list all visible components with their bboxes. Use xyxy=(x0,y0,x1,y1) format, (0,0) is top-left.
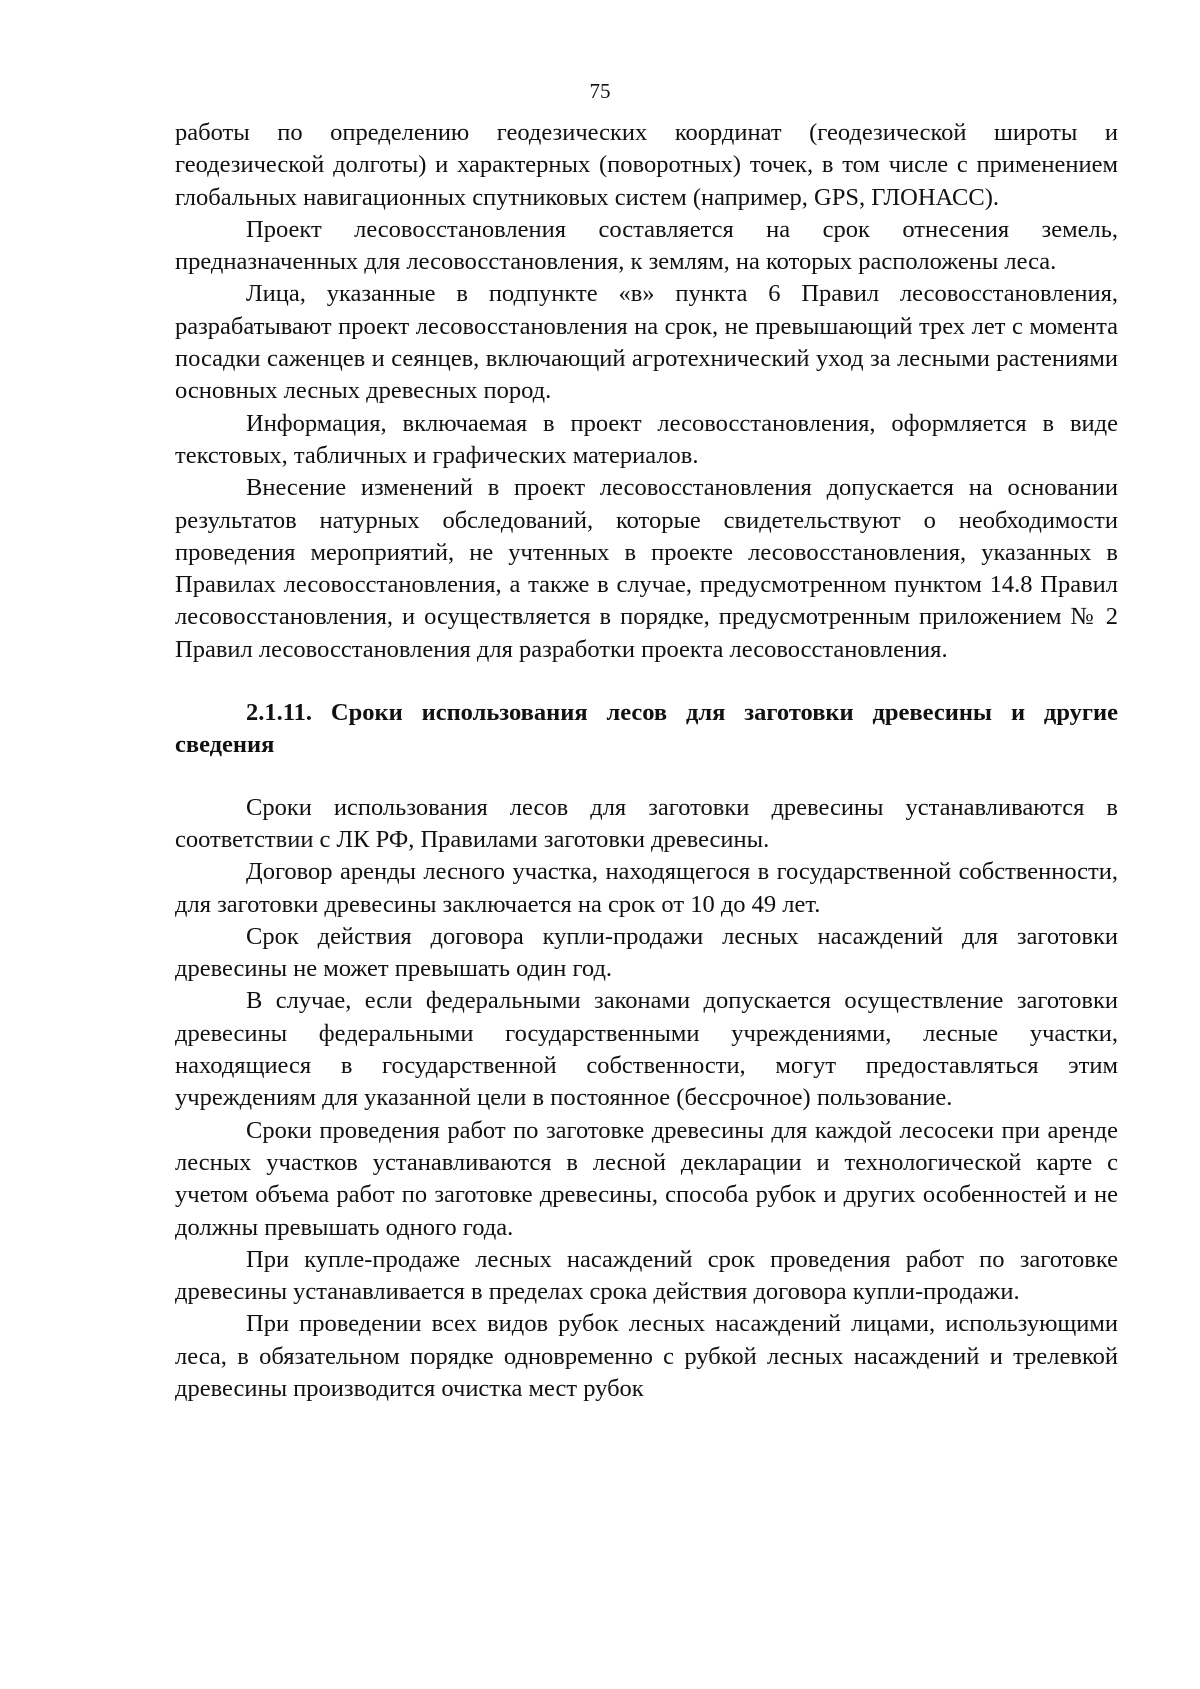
paragraph: Сроки использования лесов для заготовки древесины устанавливаются в соответствии с ЛК РФ, Правилами заготовки древесины. xyxy=(175,793,1118,853)
paragraph: Договор аренды лесного участка, находящегося в государственной собственности, для заготовки древесины заключается на срок от 10 до 49 лет. xyxy=(175,858,1118,918)
paragraph: Проект лесовосстановления составляется на срок отнесения земель, предназначенных для лесовосстановления, к землям, на которых расположены леса. xyxy=(175,215,1118,276)
paragraph: В случае, если федеральными законами допускается осуществление заготовки древесины федеральными государственными учреждениями, лесные участки, находящиеся в государственной собственности, могут предоставляться этим учреждениям для указанной цели в постоянное (бессрочное) пользование. xyxy=(175,987,1118,1112)
paragraph-continuation: работы по определению геодезических координат (геодезической широты и геодезической долготы) и характерных (поворотных) точек, в том числе с применением глобальных навигационных спутниковых систем (например, GPS, ГЛОНАСС). xyxy=(175,119,1118,211)
paragraph: Срок действия договора купли-продажи лесных насаждений для заготовки древесины не может превышать один год. xyxy=(175,922,1118,983)
page-number: 75 xyxy=(589,79,611,103)
document-body xyxy=(175,117,1118,1405)
paragraph: При проведении всех видов рубок лесных насаждений лицами, использующими леса, в обязательном порядке одновременно с рубкой лесных насаждений и трелевкой древесины производится очистка мест рубок xyxy=(175,1310,1118,1402)
paragraph: Лица, указанные в подпункте «в» пункта 6 Правил лесовосстановления, разрабатывают проект лесовосстановления на срок, не превышающий трех лет с момента посадки саженцев и сеянцев, включающий агротехнический уход за лесными растениями основных лесных древесных пород. xyxy=(175,280,1118,405)
section-heading: 2.1.11. Сроки использования лесов для заготовки древесины и другие сведения xyxy=(175,699,1118,759)
paragraph: Сроки проведения работ по заготовке древесины для каждой лесосеки при аренде лесных участков устанавливаются в лесной декларации и технологической карте с учетом объема работ по заготовке древесины, способа рубок и других особенностей и не должны превышать одного года. xyxy=(175,1116,1118,1241)
paragraph: При купле-продаже лесных насаждений срок проведения работ по заготовке древесины устанавливается в пределах срока действия договора купли-продажи. xyxy=(175,1245,1118,1306)
paragraph: Внесение изменений в проект лесовосстановления допускается на основании результатов натурных обследований, которые свидетельствуют о необходимости проведения мероприятий, не учтенных в проекте лесовосстановления, указанных в Правилах лесовосстановления, а также в случае, предусмотренном пунктом 14.8 Правил лесовосстановления, и осуществляется в порядке, предусмотренным приложением № 2 Правил лесовосстановления для разработки проекта лесовосстановления. xyxy=(175,474,1118,663)
paragraph: Информация, включаемая в проект лесовосстановления, оформляется в виде текстовых, табличных и графических материалов. xyxy=(175,409,1118,469)
